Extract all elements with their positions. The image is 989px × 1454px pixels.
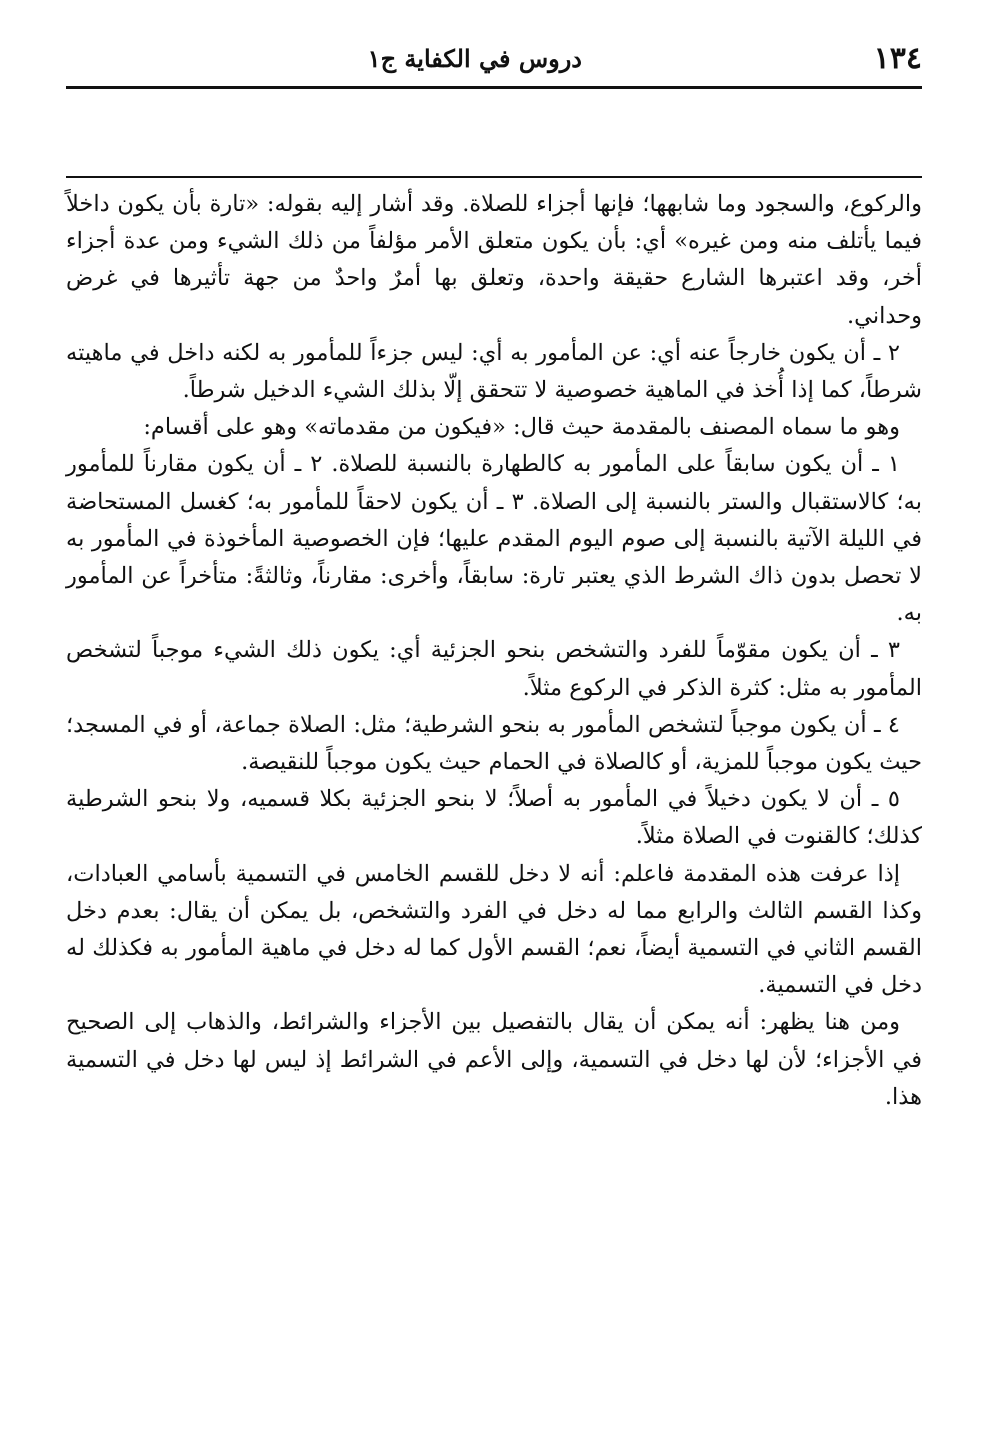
page-header	[66, 38, 922, 80]
section-divider	[66, 176, 922, 178]
paragraph-item-3: ٣ ـ أن يكون مقوّماً للفرد والتشخص بنحو الجزئية أي: يكون ذلك الشيء موجباً لتشخص المأمور به مثل: كثرة الذكر في الركوع مثلاً.	[66, 637, 922, 701]
paragraph-item-4: ٤ ـ أن يكون موجباً لتشخص المأمور به بنحو الشرطية؛ مثل: الصلاة جماعة، أو في المسجد؛ حيث يكون موجباً للمزية، أو كالصلاة في الحمام حيث يكون موجباً للنقيصة.	[66, 711, 922, 776]
paragraph-aqsam: ١ ـ أن يكون سابقاً على المأمور به كالطهارة بالنسبة للصلاة. ٢ ـ أن يكون مقارناً للمأمور به؛ كالاستقبال والستر بالنسبة إلى الصلاة. ٣ ـ أن يكون لاحقاً للمأمور به؛ كغسل المستحاضة في الليلة الآتية بالنسبة إلى صوم اليوم المقدم عليها؛ فإن الخصوصية المأخوذة في المأمور به لا تحصل بدون ذاك الشرط الذي يعتبر تارة: سابقاً، وأخرى: مقارناً، وثالثةً: متأخراً عن المأمور به.	[66, 451, 922, 627]
main-text	[66, 186, 922, 1116]
header-rule	[66, 86, 922, 89]
paragraph-conclusion: إذا عرفت هذه المقدمة فاعلم: أنه لا دخل للقسم الخامس في التسمية بأسامي العبادات، وكذا القسم الثالث والرابع مما له دخل في الفرد والتشخص، بل يمكن أن يقال: بعدم دخل القسم الثاني في التسمية أيضاً، نعم؛ القسم الأول كما له دخل في ماهية المأمور به فكذلك له دخل في التسمية.	[66, 860, 922, 999]
paragraph-continuation: والركوع، والسجود وما شابهها؛ فإنها أجزاء للصلاة. وقد أشار إليه بقوله: «تارة بأن يكون داخلاً فيما يأتلف منه ومن غيره» أي: بأن يكون متعلق الأمر مؤلفاً من ذلك الشيء ومن عدة أجزاء أخر، وقد اعتبرها الشارع حقيقة واحدة، وتعلق بها أمرٌ واحدٌ من جهة تأثيرها في غرض وحداني.	[66, 191, 922, 329]
page-number: ١٣٤	[873, 41, 922, 76]
paragraph-item-2: ٢ ـ أن يكون خارجاً عنه أي: عن المأمور به أي: ليس جزءاً للمأمور به لكنه داخل في ماهيته شرطاً، كما إذا أُخذ في الماهية خصوصية لا تتحقق إلّا بذلك الشيء الدخيل شرطاً.	[66, 339, 922, 404]
paragraph-item-5: ٥ ـ أن لا يكون دخيلاً في المأمور به أصلاً؛ لا بنحو الجزئية بكلا قسميه، ولا بنحو الشرطية كذلك؛ كالقنوت في الصلاة مثلاً.	[66, 786, 922, 850]
paragraph-final: ومن هنا يظهر: أنه يمكن أن يقال بالتفصيل بين الأجزاء والشرائط، والذهاب إلى الصحيح في الأجزاء؛ لأن لها دخل في التسمية، وإلى الأعم في الشرائط إذ ليس لها دخل في التسمية هذا.	[66, 1009, 922, 1110]
paragraph-muqaddima: وهو ما سماه المصنف بالمقدمة حيث قال: «فيكون من مقدماته» وهو على أقسام:	[143, 414, 900, 441]
running-title: دروس في الكفاية ج١	[367, 44, 582, 73]
